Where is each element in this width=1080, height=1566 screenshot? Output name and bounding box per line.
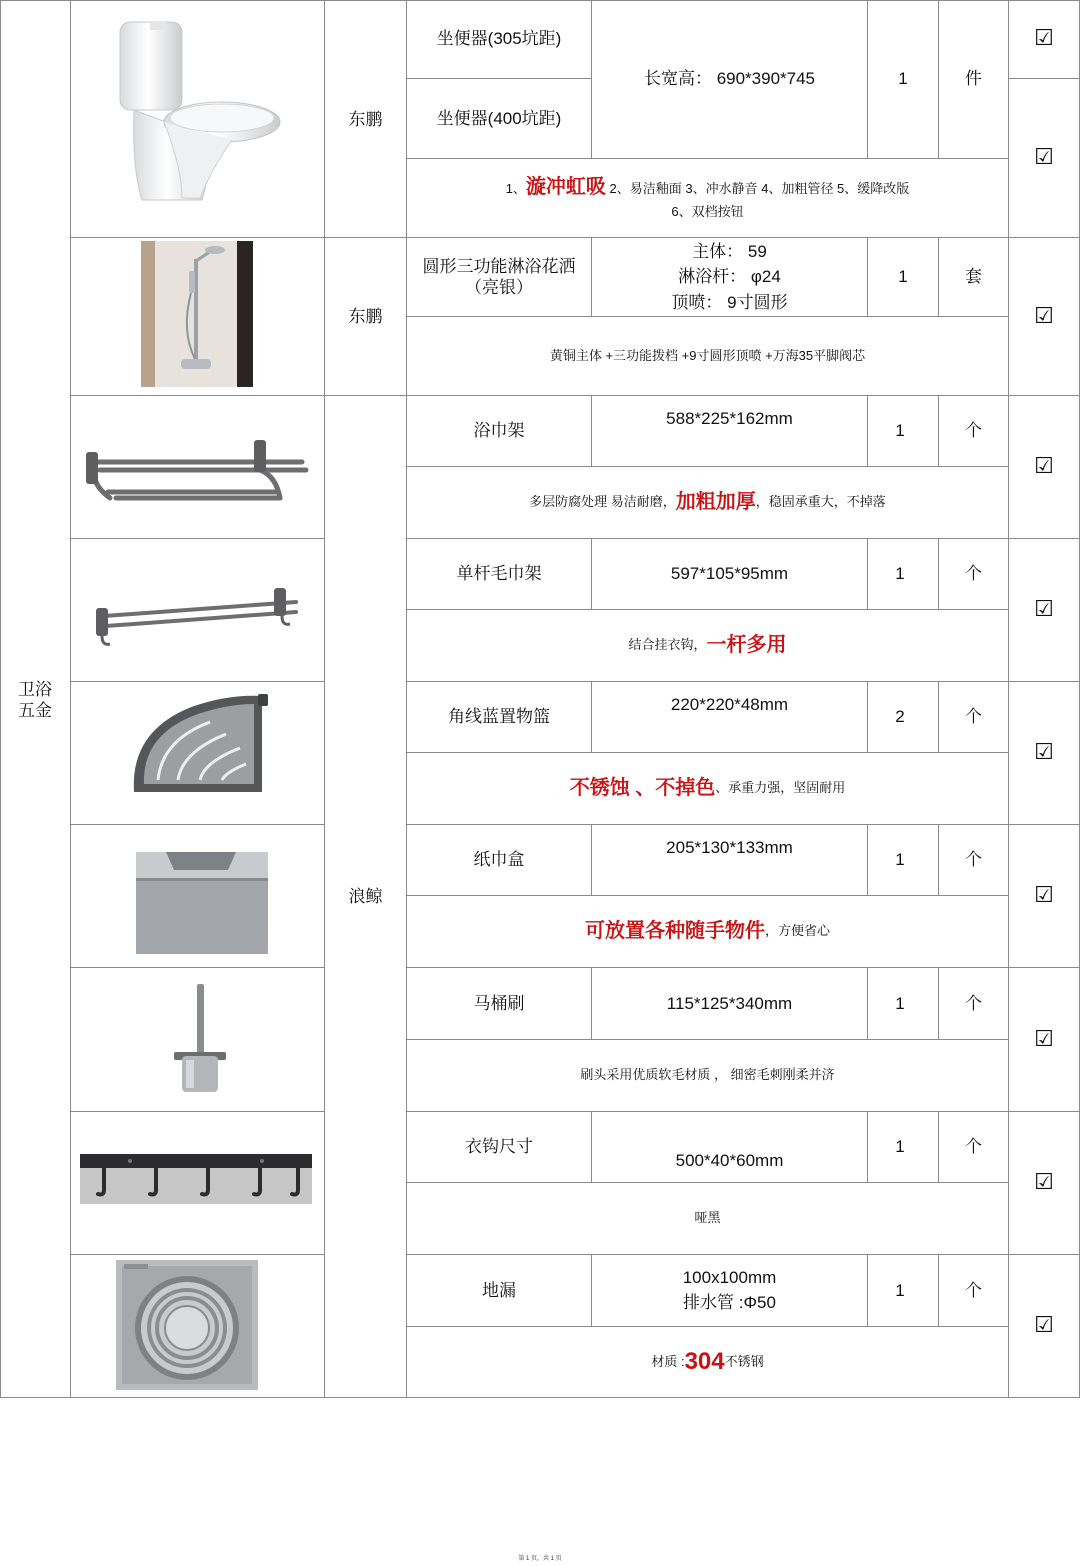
drain-unit: 个: [965, 1280, 982, 1300]
category-label: 卫浴五金: [18, 679, 52, 720]
shower-desc: 黄铜主体 +三功能拨档 +9寸圆形顶喷 +万海35平脚阀芯: [549, 347, 866, 363]
corner-basket-image: [122, 690, 272, 802]
shower-qty: 1: [898, 267, 908, 287]
shower-image: [141, 241, 253, 387]
bath-towel-rack-image: [80, 432, 314, 512]
item-size: 588*225*162mm: [666, 409, 793, 429]
toilet-desc: 1、漩冲虹吸 2、易洁釉面 3、冲水静音 4、加粗管径 5、缓降改版 6、双档按钮: [505, 176, 910, 220]
item-qty: 2: [895, 707, 905, 727]
coat-hook-image: [80, 1150, 312, 1206]
item-desc: 不锈蚀 、不掉色 、承重力强，坚固耐用: [569, 777, 846, 799]
checkbox-item[interactable]: ☑: [1034, 597, 1054, 623]
item-desc: 结合挂衣钩， 一杆多用: [628, 634, 787, 656]
item-unit: 个: [965, 850, 982, 870]
item-size: 115*125*340mm: [666, 993, 793, 1013]
toilet-image: [112, 18, 282, 218]
shower-name: 圆形三功能淋浴花洒（亮银）: [422, 256, 576, 297]
drain-name: 地漏: [482, 1280, 516, 1300]
item-name: 浴巾架: [473, 421, 525, 441]
toilet-unit: 件: [965, 69, 982, 89]
item-size: 205*130*133mm: [666, 838, 793, 858]
item-name: 纸巾盒: [473, 850, 525, 870]
brand-langjing: 浪鲸: [348, 887, 383, 907]
item-size: 220*220*48mm: [670, 695, 789, 715]
page-footer: 第 1 页，共 1 页: [518, 1556, 562, 1562]
checkbox-shower[interactable]: ☑: [1034, 303, 1054, 329]
checkbox-item[interactable]: ☑: [1034, 883, 1054, 909]
item-size: 597*105*95mm: [670, 564, 789, 584]
toilet-qty: 1: [898, 69, 908, 89]
item-unit: 个: [965, 564, 982, 584]
item-qty: 1: [895, 564, 905, 584]
drain-size: 100x100mm 排水管 :Φ50: [682, 1267, 777, 1312]
item-desc: 哑黑: [694, 1210, 721, 1226]
item-desc: 刷头采用优质软毛材质 ， 细密毛刺刚柔并济: [580, 1067, 835, 1083]
item-unit: 个: [965, 707, 982, 727]
checkbox-drain[interactable]: ☑: [1034, 1313, 1054, 1339]
toilet-name-400: 坐便器(400坑距): [436, 108, 562, 128]
item-name: 角线蓝置物篮: [448, 707, 550, 727]
checkbox-toilet-400[interactable]: ☑: [1034, 145, 1054, 171]
item-desc: 多层防腐处理 易洁耐磨， 加粗加厚 ，稳固承重大，不掉落: [529, 491, 886, 513]
item-name: 单杆毛巾架: [456, 564, 542, 584]
toilet-brush-image: [170, 982, 230, 1096]
shower-size: 主体： 59 淋浴杆： φ24 顶喷： 9寸圆形: [671, 241, 788, 312]
item-qty: 1: [895, 1137, 905, 1157]
item-qty: 1: [895, 850, 905, 870]
brand-dongpeng-toilet: 东鹏: [348, 110, 383, 130]
item-qty: 1: [895, 993, 905, 1013]
toilet-size: 长宽高： 690*390*745: [643, 69, 816, 89]
drain-qty: 1: [895, 1280, 905, 1300]
item-size: 500*40*60mm: [675, 1151, 784, 1171]
floor-drain-image: [114, 1258, 260, 1392]
checkbox-item[interactable]: ☑: [1034, 454, 1054, 480]
shower-unit: 套: [965, 267, 982, 287]
single-towel-bar-image: [92, 580, 302, 650]
item-unit: 个: [965, 421, 982, 441]
checkbox-toilet-305[interactable]: ☑: [1034, 26, 1054, 52]
item-unit: 个: [965, 1137, 982, 1157]
checkbox-item[interactable]: ☑: [1034, 1026, 1054, 1052]
item-unit: 个: [965, 993, 982, 1013]
item-name: 马桶刷: [473, 993, 525, 1013]
item-name: 衣钩尺寸: [465, 1137, 533, 1157]
toilet-name-305: 坐便器(305坑距): [436, 29, 562, 49]
drain-desc: 材质 : 304 不锈钢: [651, 1348, 764, 1375]
checkbox-item[interactable]: ☑: [1034, 1170, 1054, 1196]
tissue-box-image: [132, 848, 272, 958]
item-qty: 1: [895, 421, 905, 441]
item-desc: 可放置各种随手物件 ，方便省心: [584, 920, 830, 942]
brand-dongpeng-shower: 东鹏: [348, 307, 383, 327]
checkbox-item[interactable]: ☑: [1034, 740, 1054, 766]
